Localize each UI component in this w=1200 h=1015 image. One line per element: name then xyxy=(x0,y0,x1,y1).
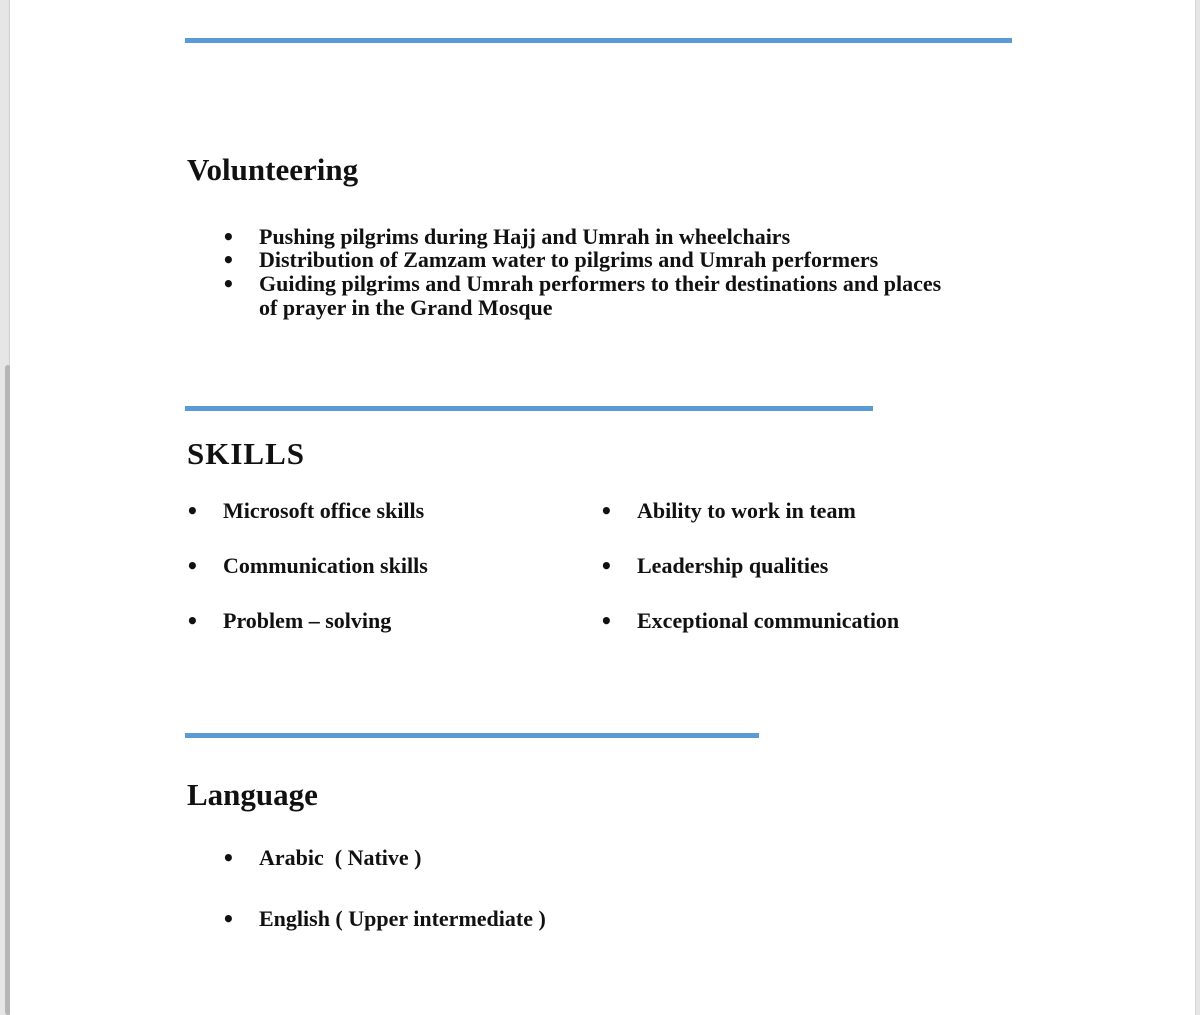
language-item-1: Arabic ( Native ) xyxy=(259,845,422,870)
skill-item-left-1: Microsoft office skills xyxy=(223,498,425,523)
skills-heading: SKILLS xyxy=(187,436,306,471)
volunteering-heading: Volunteering xyxy=(187,152,359,187)
section-divider-top xyxy=(185,38,1012,43)
language-heading: Language xyxy=(187,777,318,812)
language-item-2: English ( Upper intermediate ) xyxy=(259,906,546,931)
bullet-icon: • xyxy=(222,248,235,272)
section-divider-language xyxy=(185,733,759,738)
bullet-icon: • xyxy=(186,609,199,633)
bullet-icon: • xyxy=(600,499,613,523)
document-page xyxy=(10,0,1195,1015)
bullet-icon: • xyxy=(222,225,235,249)
bullet-icon: • xyxy=(600,554,613,578)
volunteering-item-1: Pushing pilgrims during Hajj and Umrah in wheelchairs xyxy=(259,224,791,249)
skill-item-left-2: Communication skills xyxy=(223,553,428,578)
volunteering-item-3: Guiding pilgrims and Umrah performers to their destinations and places xyxy=(259,271,942,296)
bullet-icon: • xyxy=(222,907,235,931)
volunteering-item-3-continued: of prayer in the Grand Mosque xyxy=(259,295,553,320)
bullet-icon: • xyxy=(222,272,235,296)
bullet-icon: • xyxy=(186,499,199,523)
skill-item-right-2: Leadership qualities xyxy=(637,553,829,578)
bullet-icon: • xyxy=(186,554,199,578)
volunteering-item-2: Distribution of Zamzam water to pilgrims and Umrah performers xyxy=(259,247,879,272)
skill-item-left-3: Problem – solving xyxy=(223,608,392,633)
bullet-icon: • xyxy=(600,609,613,633)
bullet-icon: • xyxy=(222,846,235,870)
section-divider-skills xyxy=(185,406,873,411)
skill-item-right-1: Ability to work in team xyxy=(637,498,856,523)
skill-item-right-3: Exceptional communication xyxy=(637,608,900,633)
right-edge xyxy=(1195,0,1200,1015)
